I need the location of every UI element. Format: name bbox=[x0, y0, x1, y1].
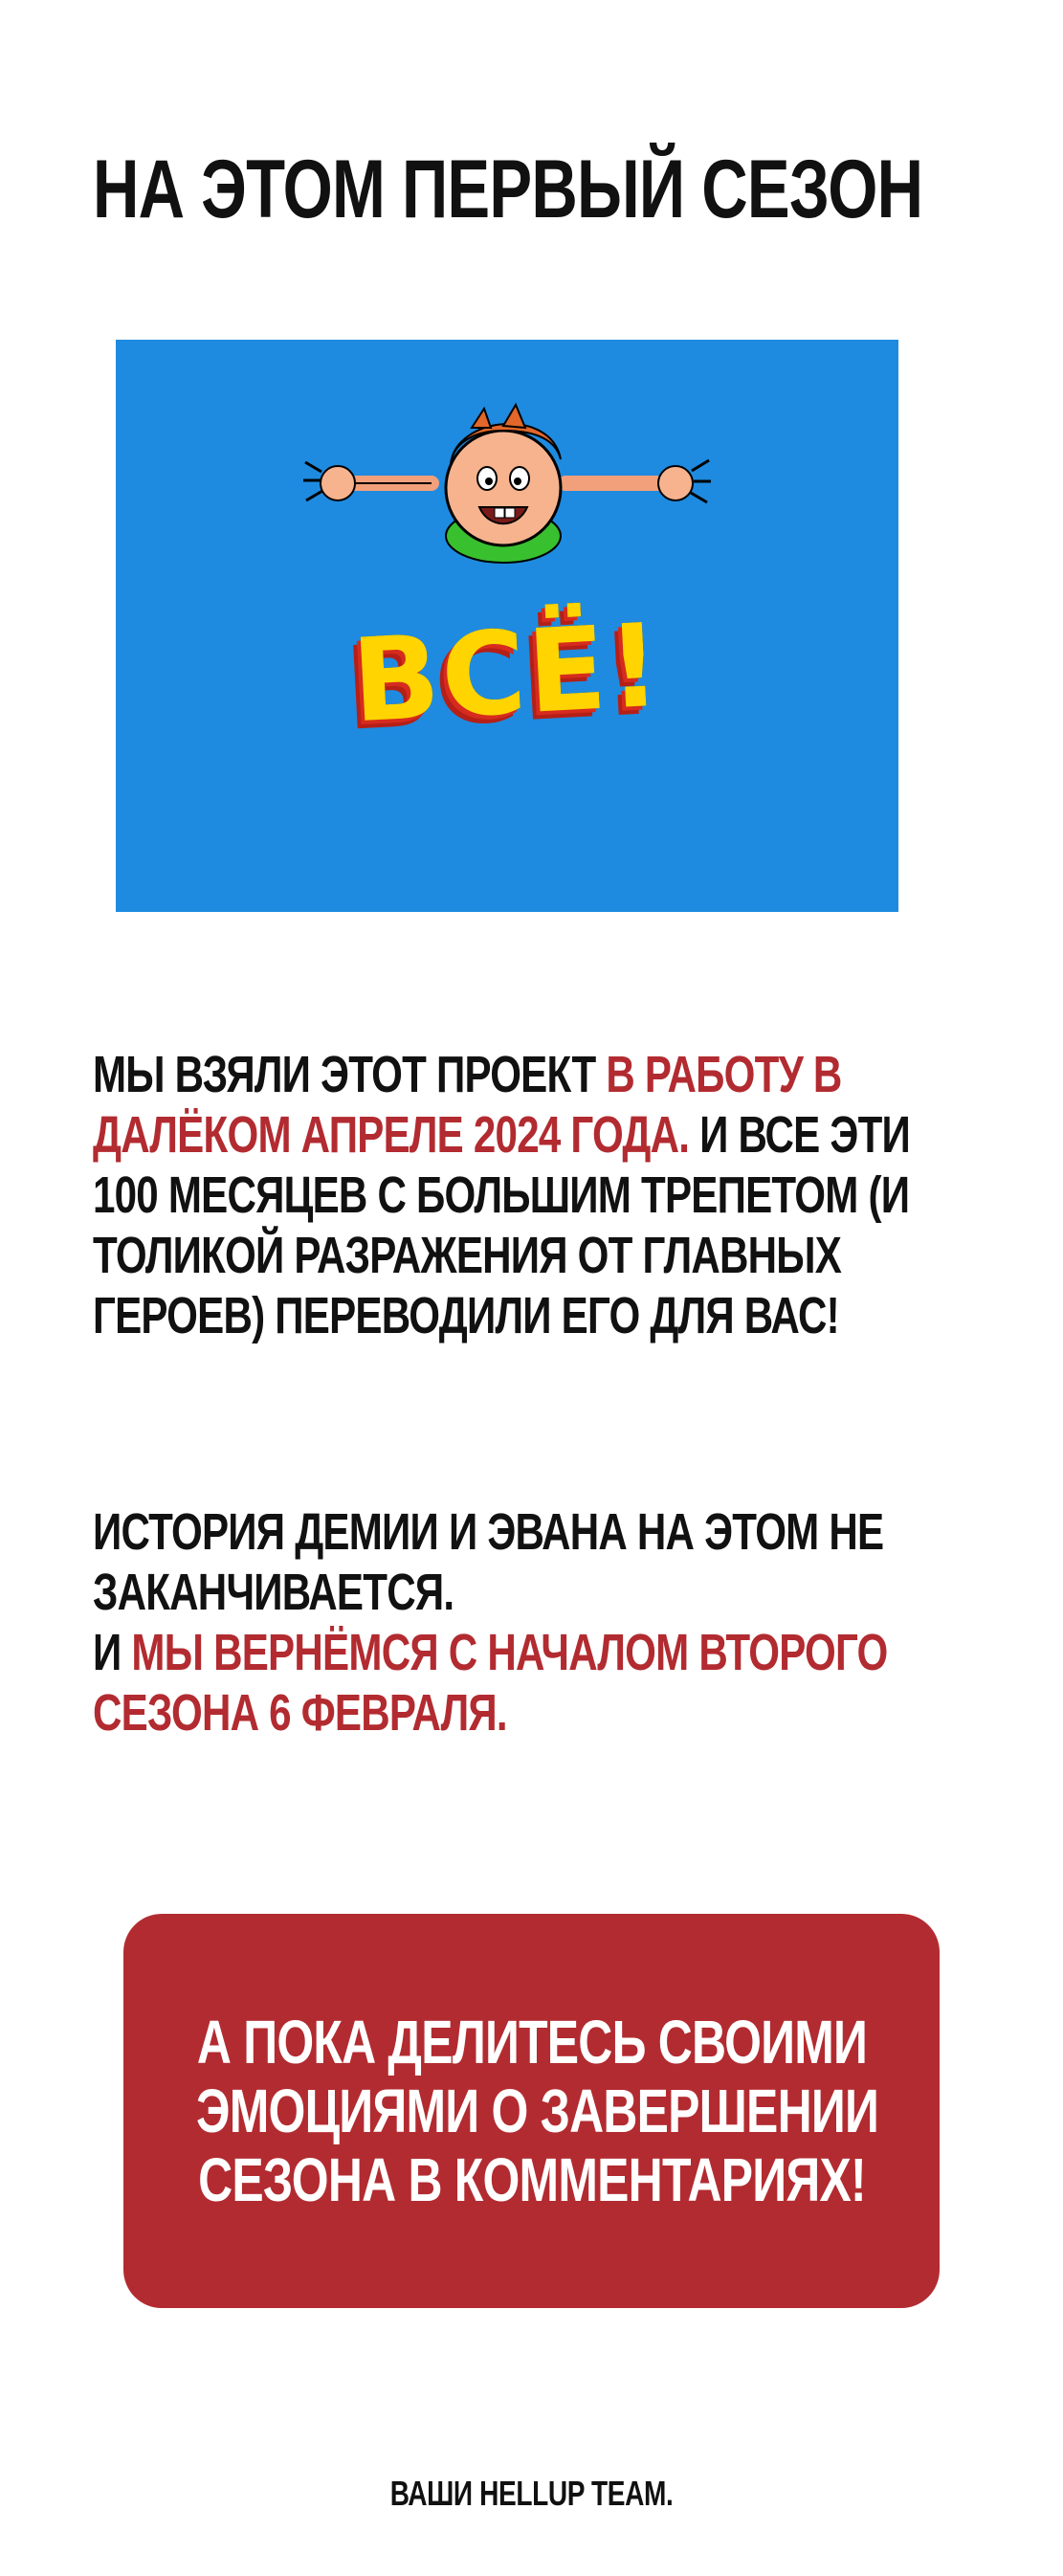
callout-text bbox=[195, 2008, 878, 2214]
paragraph-line bbox=[93, 1045, 842, 1105]
paragraph-line: СЕЗОНА 6 ФЕВРАЛЯ. bbox=[93, 1684, 507, 1742]
hero-image bbox=[116, 340, 898, 912]
accent-text-segment: ДАЛЁКОМ АПРЕЛЕ 2024 ГОДА. bbox=[93, 1106, 690, 1164]
callout-line: ЭМОЦИЯМИ О ЗАВЕРШЕНИИ bbox=[195, 2076, 878, 2145]
paragraph-line bbox=[93, 1623, 888, 1683]
callout-line: СЕЗОНА В КОММЕНТАРИЯХ! bbox=[197, 2145, 866, 2214]
text-segment: И bbox=[93, 1624, 132, 1681]
paragraph-line: 100 МЕСЯЦЕВ С БОЛЬШИМ ТРЕПЕТОМ (И bbox=[93, 1166, 910, 1224]
page-title: НА ЭТОМ ПЕРВЫЙ СЕЗОН bbox=[93, 144, 923, 235]
paragraph-project-start bbox=[93, 1045, 911, 1346]
hero-caption bbox=[116, 599, 898, 749]
callout-line: А ПОКА ДЕЛИТЕСЬ СВОИМИ bbox=[196, 2008, 867, 2076]
team-signature bbox=[0, 2475, 1063, 2513]
text-segment: МЫ ВЗЯЛИ ЭТОТ ПРОЕКТ bbox=[93, 1046, 607, 1103]
signature-text: ВАШИ HELLUP TEAM. bbox=[389, 2474, 674, 2513]
right-arm bbox=[565, 460, 711, 502]
paragraph-season-two bbox=[93, 1502, 888, 1743]
paragraph-line: ИСТОРИЯ ДЕМИИ И ЭВАНА НА ЭТОМ НЕ bbox=[93, 1503, 884, 1561]
paragraph-line: ГЕРОЕВ) ПЕРЕВОДИЛИ ЕГО ДЛЯ ВАС! bbox=[93, 1287, 839, 1344]
left-arm bbox=[303, 462, 432, 500]
accent-text-segment: В РАБОТУ В bbox=[606, 1046, 842, 1103]
paragraph-line: ЗАКАНЧИВАЕТСЯ. bbox=[93, 1564, 454, 1621]
hero-caption-text: ВСЁ! bbox=[348, 599, 666, 749]
text-segment: И ВСЕ ЭТИ bbox=[689, 1106, 911, 1164]
accent-text-segment: МЫ ВЕРНЁМСЯ С НАЧАЛОМ ВТОРОГО bbox=[131, 1624, 888, 1681]
paragraph-line: ТОЛИКОЙ РАЗРАЖЕНИЯ ОТ ГЛАВНЫХ bbox=[93, 1227, 842, 1284]
paragraph-line bbox=[93, 1105, 911, 1166]
comments-callout bbox=[123, 1914, 940, 2308]
